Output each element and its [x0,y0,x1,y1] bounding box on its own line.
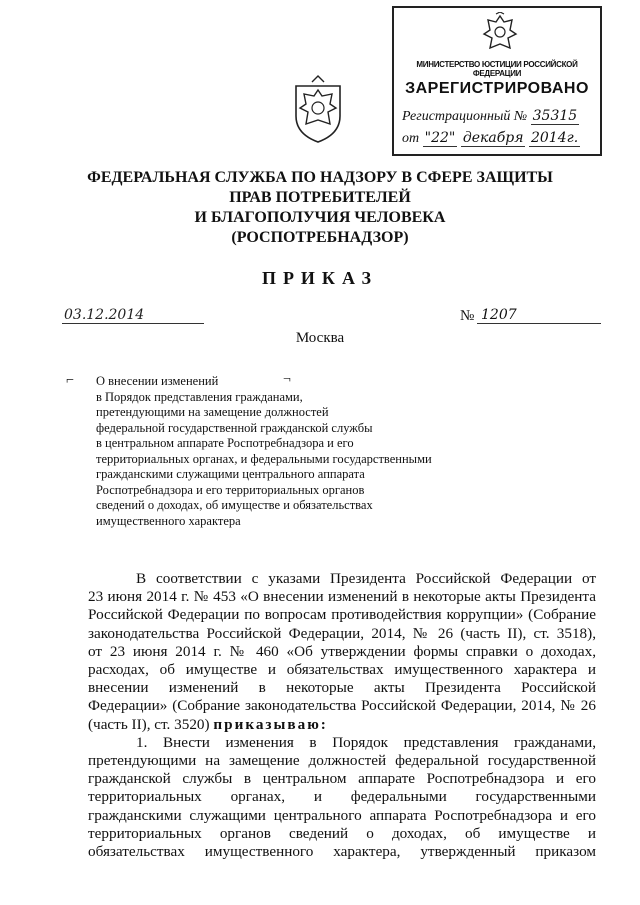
order-body [88,570,596,861]
body-line: претендующими на замещение должностей федеральной государственной [88,752,596,770]
subject-line: территориальных органах, и федеральными государственными [96,451,432,466]
subject-line: Роспотребнадзора и его территориальных органов [96,482,365,497]
subject-line: в центральном аппарате Роспотребнадзора и его [96,436,354,450]
body-line: гражданскими служащими центрального аппарата Роспотребнадзора и его [88,806,596,824]
body-line: законодательства Российской Федерации, 2014, № 26 (часть II), ст. 3518), [88,624,596,642]
stamp-date-day: "22" [424,130,456,146]
subject-bracket-left: ⌐ [66,373,74,388]
order-date: 03.12.2014 [62,307,204,324]
subject-line: в Порядок представления гражданами, [96,389,303,404]
subject-line: сведений о доходах, об имуществе и обязательствах [96,498,373,512]
order-title: ПРИКАЗ [261,268,379,288]
body-line: Федерации» (Собрание законодательства Российской Федерации, 2014, № 26 [88,697,596,715]
stamp-date-month: декабря [462,130,524,146]
body-line: В соответствии с указами Президента Российской Федерации от [136,570,596,587]
org-line: (РОСПОТРЕБНАДЗОР) [231,229,409,246]
stamp-date-line [402,130,580,147]
body-line [88,716,596,734]
coat-of-arms-icon [290,72,346,144]
org-line: И БЛАГОПОЛУЧИЯ ЧЕЛОВЕКА [194,209,446,226]
subject-line: О внесении изменений [96,374,219,388]
subject-line: федеральной государственной гражданской службы [96,420,373,435]
body-line: от 23 июня 2014 г. № 460 «Об утверждении формы справки о доходах, [88,642,596,660]
body-line: территориальных органов сведений о доходах, об имуществе и [88,824,596,842]
body-line: расходах, об имуществе и обязательствах имущественного характера и [88,661,596,679]
body-line: Российской Федерации по вопросам противодействия коррупции» (Собрание [88,606,596,624]
coat-of-arms-icon [480,12,520,56]
stamp-reg-label: Регистрационный № [402,109,528,124]
body-line: 1. Внести изменения в Порядок представления гражданами, [136,733,596,751]
body-line: территориальных органах, и федеральными государственными [88,788,596,806]
stamp-registered-label: ЗАРЕГИСТРИРОВАНО [405,80,589,97]
stamp-date-year: 2014г. [530,130,579,146]
org-line: ФЕДЕРАЛЬНАЯ СЛУЖБА ПО НАДЗОРУ В СФЕРЕ ЗАЩИТЫ [87,169,553,186]
order-command: приказываю: [213,715,328,733]
registration-stamp [392,6,602,156]
subject-line: гражданскими служащими центрального аппарата [96,467,365,481]
organization-name [0,168,640,248]
body-line-text: (часть II), ст. 3520) [88,715,210,733]
order-number-label: № [460,308,475,324]
org-line: ПРАВ ПОТРЕБИТЕЛЕЙ [229,189,411,206]
body-line: внесении изменений в некоторые акты Президента Российской [88,679,596,697]
stamp-date-prefix: от [402,131,420,146]
body-line: обязательствах имущественного характера, утвержденный приказом [88,843,596,861]
body-line: 23 июня 2014 г. № 453 «О внесении изменений в некоторые акты Президента [88,588,596,606]
subject-bracket-right: ¬ [283,372,291,387]
stamp-registration-number-line [402,108,579,125]
body-line: гражданской службы в центральном аппарате Роспотребнадзора и его [88,770,596,788]
subject-line: претендующими на замещение должностей [96,405,329,419]
order-subject [96,374,476,529]
city: Москва [295,330,345,346]
stamp-ministry-name: МИНИСТЕРСТВО ЮСТИЦИИ РОССИЙСКОЙ ФЕДЕРАЦИИ [416,60,578,78]
order-number: 1207 [477,307,601,324]
stamp-reg-number: 35315 [532,108,578,124]
subject-line: имущественного характера [96,513,241,528]
